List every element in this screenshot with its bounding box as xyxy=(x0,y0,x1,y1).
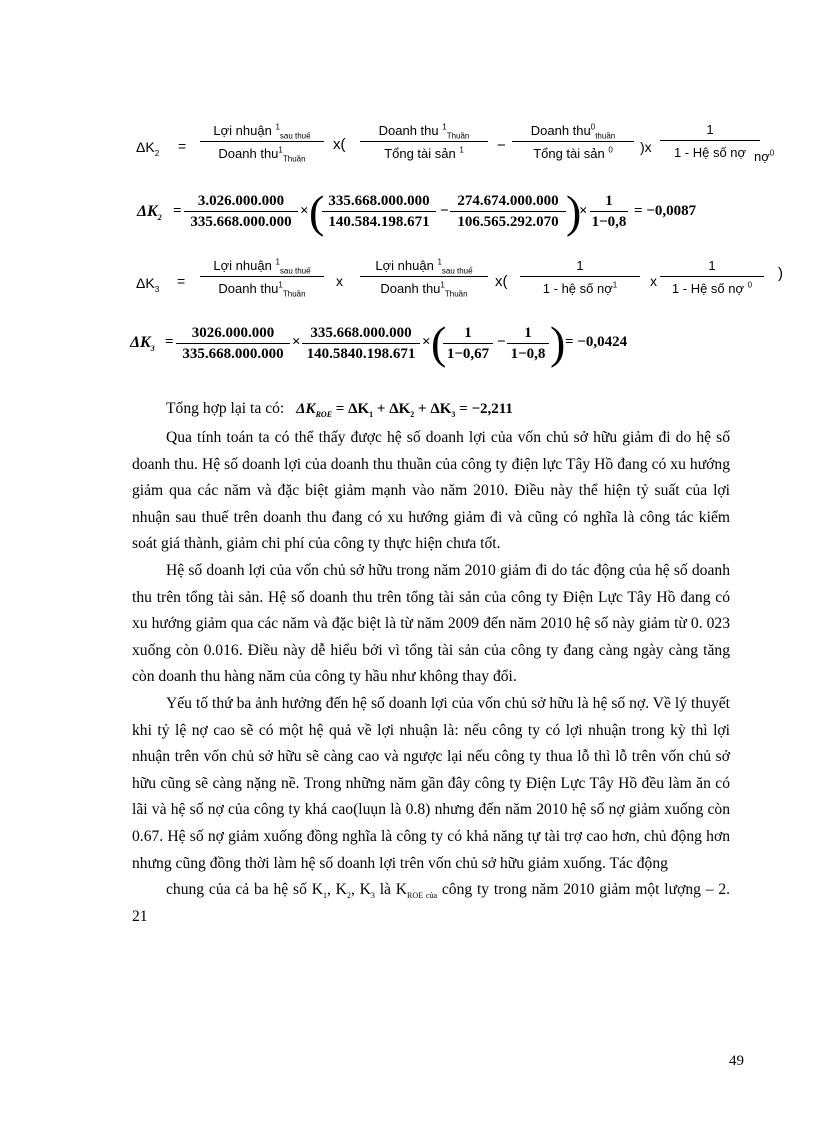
eq4-times-2: × xyxy=(422,334,431,350)
eq1-fraction-4: 1 1 - Hệ số nợ xyxy=(660,122,760,160)
eq4-fraction-4: 1 1−0,8 xyxy=(507,325,549,363)
eq3-lhs: $\Delta K_3$ xyxy=(136,275,160,294)
summary-label: Tổng hợp lại ta có: xyxy=(166,400,285,417)
eq3-fraction-3: 1 1 - hệ số nợ$^1$ xyxy=(520,258,640,296)
eq1-close-times: )x xyxy=(640,139,652,155)
eq1-tail: nợ$^0$ xyxy=(754,148,775,164)
paragraph-2: Hệ số doanh lợi của vốn chủ sở hữu trong năm 2010 giảm đi do tác động của hệ số doanh thu trên tổng tài sản. Hệ số doanh thu trên tổng tài sản của công ty Điện Lực Tây Hồ đang có xu hướng giảm qua các năm và đặc biệt là từ năm 2009 đến năm 2010 hệ số này giảm từ 0. 023 xuống còn 0.016. Điều này dễ hiểu bởi vì tổng tài sản của công ty đang càng ngày càng tăng còn doanh thu hàng năm của công ty hầu như không thay đổi. xyxy=(132,561,730,686)
eq1-times-open: x( xyxy=(333,136,346,153)
paragraph-1: Qua tính toán ta có thể thấy được hệ số doanh lợi của vốn chủ sở hữu giảm đi do hệ số doanh thu. Hệ số doanh lợi của doanh thu thuần của công ty điện lực Tây Hồ đang có xu hướng giảm qua các năm và đặc biệt giảm mạnh vào năm 2010. Điều này thể hiện tỷ suất của lợi nhuận sau thuế trên doanh thu đang có xu hướng giảm đi và cũng có nghĩa là công tác kiểm soát giá thành, giảm chi phí của công ty thực hiện chưa tốt. xyxy=(132,429,730,553)
eq4-times: × xyxy=(292,334,301,350)
eq3-times-1: x xyxy=(336,273,343,289)
eq1-fraction-3: Doanh thu$^0_{thuần}$ Tổng tài sản $^0$ xyxy=(512,123,634,161)
paragraph-3: Yếu tố thứ ba ảnh hưởng đến hệ số doanh lợi của vốn chủ sở hữu là hệ số nợ. Về lý thuyết khi tỷ lệ nợ cao sẽ có một hệ quả về lợi nhuận là: nếu công ty có lợi nhuận trong kỳ thì lợi nhuận trên vốn chủ sở hữu sẽ càng cao và ngược lại nếu công ty thua lỗ thì lỗ trên vốn chủ sở hữu cũng sẽ càng nặng nề. Trong những năm gần đây công ty Điện Lực Tây Hồ đều làm ăn có lãi và hệ số nợ của công ty khá cao(luụn là 0.8) nhưng đến năm 2010 hệ số nợ giảm xuống còn 0.67. Hệ số nợ giảm xuống đồng nghĩa là công ty có khả năng tự tài trợ cao hơn, chủ động hơn nhưng cũng đồng thời làm hệ số doanh lợi trên vốn chủ sở hữu giảm xuống. Tác động xyxy=(132,694,730,872)
summary-line xyxy=(166,400,513,418)
paragraph-4: chung của cả ba hệ số $K_1$, $K_2$, $K_3$ là $K_{ROE của}$ công ty trong năm 2010 giảm một lượng – 2. 21 xyxy=(132,881,731,925)
summary-expression: $\Delta K_{ROE} = \Delta K_1 + \Delta K_2 + \Delta K_3 = -2,211$ xyxy=(296,401,513,419)
eq3-fraction-2: Lợi nhuận $^1_{sau thuế}$ Doanh thu$^1_{Thuần}$ xyxy=(360,258,488,296)
eq4-result: = −0,0424 xyxy=(565,334,628,350)
eq1-lhs: $\Delta K_2$ xyxy=(136,139,160,158)
page-number: 49 xyxy=(729,1053,744,1069)
eq3-times-2: x xyxy=(650,273,657,289)
eq1-fraction-1: Lợi nhuận $^1_{sau thuế}$ Doanh thu$^1_{Thuần}$ xyxy=(200,123,324,161)
eq4-lhs: $\Delta K_3$ xyxy=(130,334,155,354)
eq2-lhs: $\Delta K_2$ xyxy=(137,203,162,223)
eq2-paren-open: ( xyxy=(309,186,325,237)
eq4-fraction-1: 3026.000.000 335.668.000.000 xyxy=(176,325,290,363)
eq4-paren-open: ( xyxy=(431,317,447,368)
eq2-fraction-3: 274.674.000.000 106.565.292.070 xyxy=(450,193,566,231)
eq4-fraction-3: 1 1−0,67 xyxy=(443,325,493,363)
eq2-fraction-2: 335.668.000.000 140.584.198.671 xyxy=(322,193,436,231)
eq2-fraction-1: 3.026.000.000 335.668.000.000 xyxy=(184,193,298,231)
eq2-result: = −0,0087 xyxy=(634,203,697,219)
eq3-close: ) xyxy=(778,265,783,282)
eq4-minus: − xyxy=(497,334,506,350)
eq4-equals: = xyxy=(165,334,174,350)
eq1-equals: = xyxy=(178,138,187,154)
eq1-fraction-2: Doanh thu $^1_{Thuần}$ Tổng tài sản $^1$ xyxy=(360,123,488,161)
eq4-paren-close: ) xyxy=(550,317,566,368)
eq2-times-2: × xyxy=(579,203,588,219)
eq3-times-open: x( xyxy=(495,273,508,290)
eq3-fraction-4: 1 1 - Hệ số nợ $^0$ xyxy=(660,258,764,296)
eq4-fraction-2: 335.668.000.000 140.5840.198.671 xyxy=(302,325,420,363)
body-text xyxy=(132,425,730,930)
eq2-equals: = xyxy=(173,203,182,219)
eq3-fraction-1: Lợi nhuận $^1_{sau thuế}$ Doanh thu$^1_{Thuần}$ xyxy=(200,258,324,296)
eq2-times: × xyxy=(300,203,309,219)
eq2-paren-close: ) xyxy=(566,186,582,237)
eq2-minus: − xyxy=(440,203,449,219)
eq3-equals: = xyxy=(177,273,186,289)
eq2-fraction-4: 1 1−0,8 xyxy=(591,193,627,230)
eq1-minus: − xyxy=(497,137,506,154)
